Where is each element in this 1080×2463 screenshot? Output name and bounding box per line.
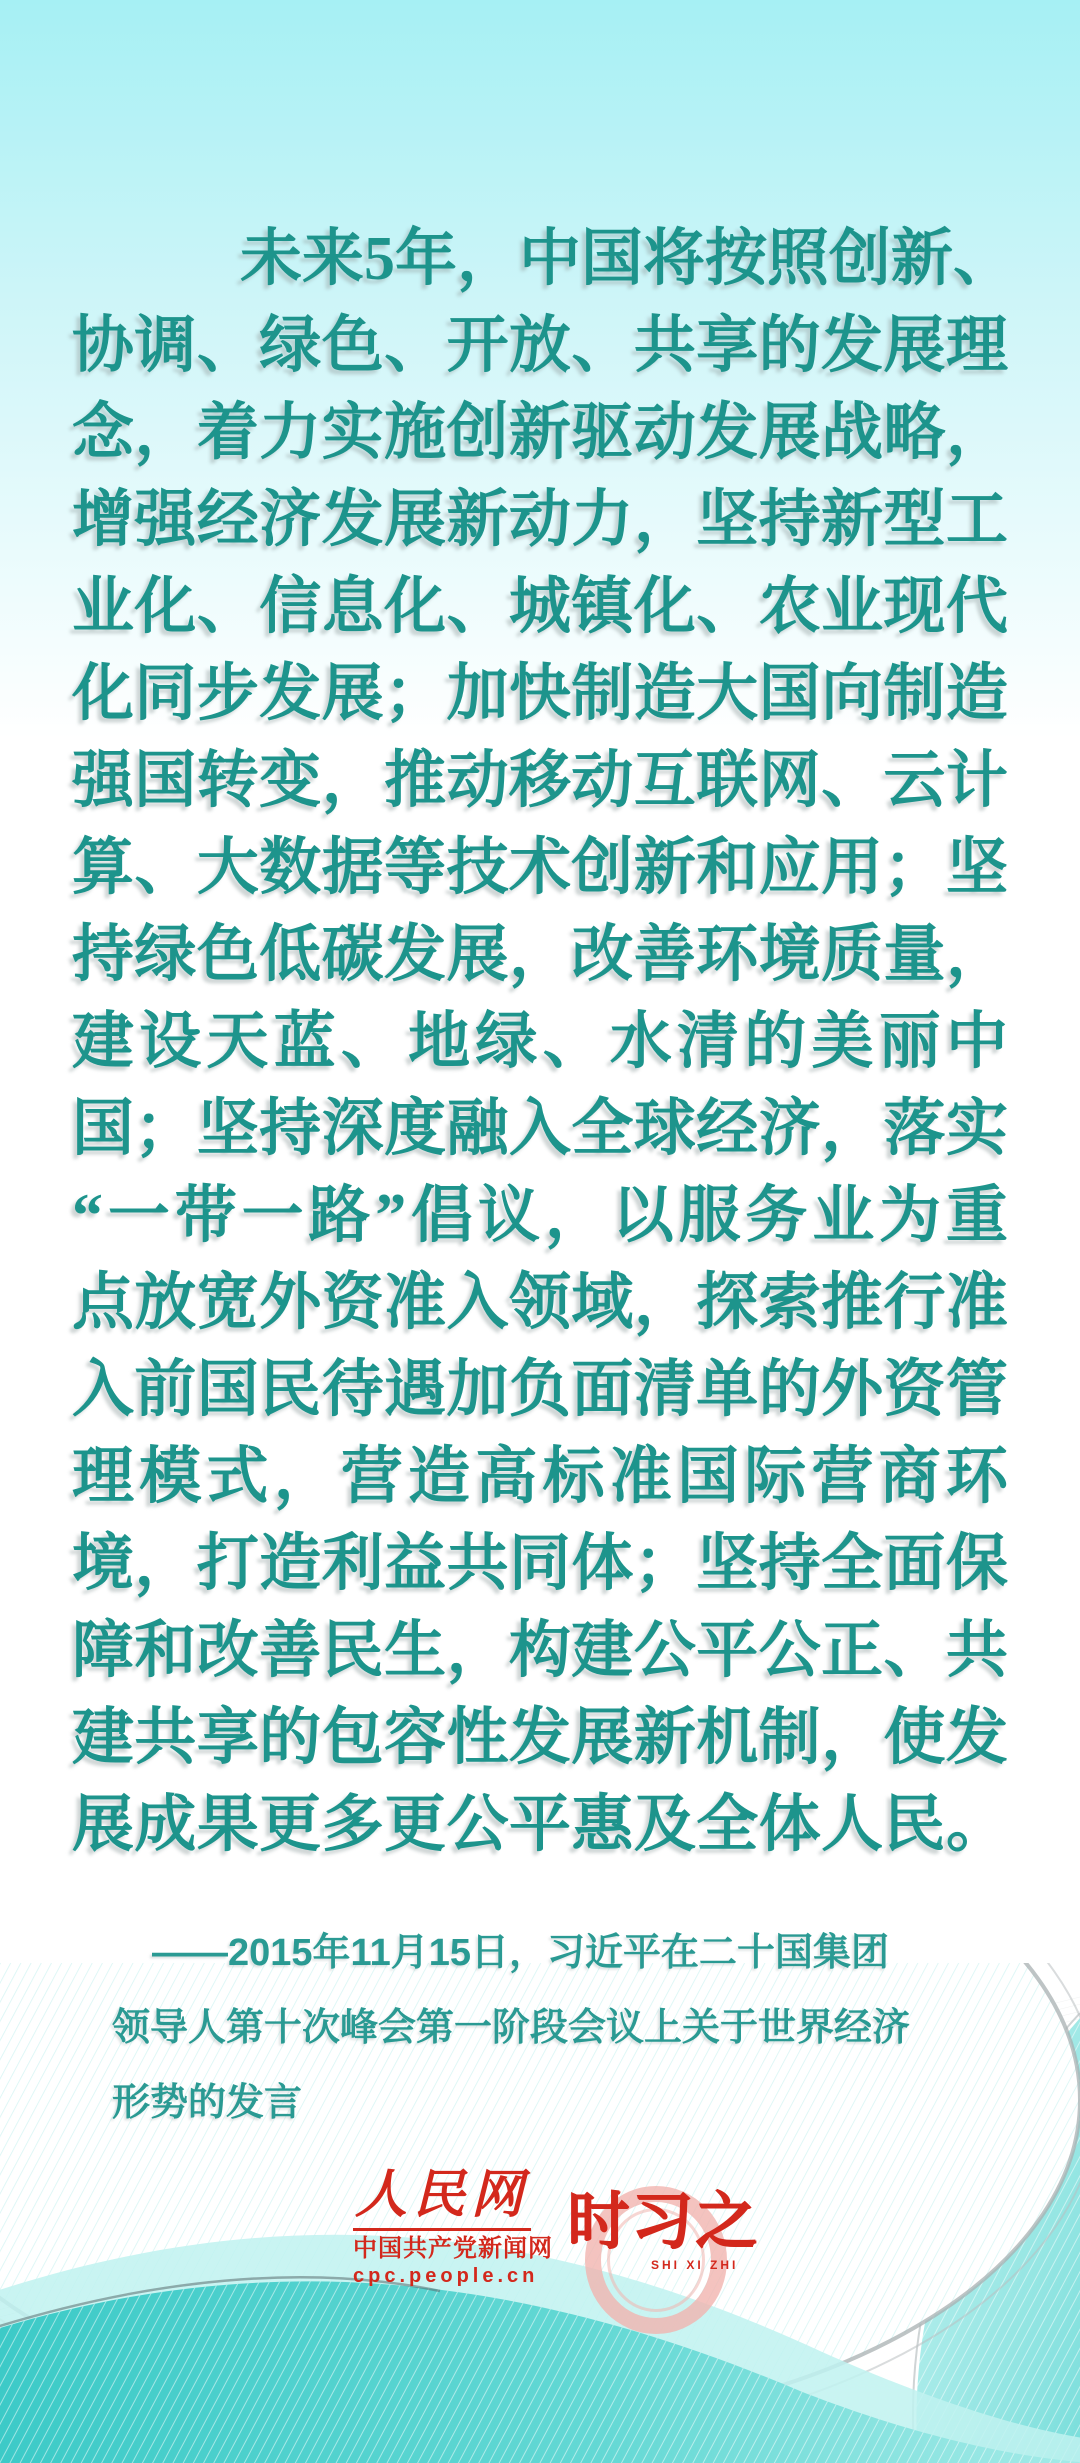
peoples-daily-site-label: 中国共产党新闻网 — [353, 2235, 553, 2262]
peoples-daily-url-label: cpc.people.cn — [353, 2265, 539, 2287]
quote-line: 境，打造利益共同体；坚持全面保 — [72, 1530, 1008, 1598]
quote-line: 入前国民待遇加负面清单的外资管 — [72, 1356, 1008, 1424]
peoples-daily-logo — [353, 2167, 553, 2288]
shixizhi-wordmark: 时习之 — [567, 2187, 760, 2256]
footer-logos — [0, 2168, 1080, 2328]
quote-line: 未来5年，中国将按照创新、 — [240, 225, 1016, 293]
quote-text-block — [72, 216, 1016, 1869]
quote-line: 念，着力实施创新驱动发展战略， — [72, 399, 1008, 467]
quote-line: 协调、绿色、开放、共享的发展理 — [72, 312, 1008, 380]
quote-line: 增强经济发展新动力，坚持新型工 — [72, 486, 1008, 554]
shixizhi-logo — [567, 2168, 760, 2328]
quote-line: 强国转变，推动移动互联网、云计 — [72, 747, 1008, 815]
quote-line: 业化、信息化、城镇化、农业现代 — [72, 573, 1008, 641]
quote-line: 国；坚持深度融入全球经济，落实 — [72, 1095, 1008, 1163]
quote-line: 持绿色低碳发展，改善环境质量， — [72, 921, 1008, 989]
shixizhi-latin-label: SHI XI ZHI — [651, 2258, 739, 2272]
attribution-block — [112, 1916, 992, 2141]
quote-line: 展成果更多更公平惠及全体人民。 — [72, 1791, 1008, 1859]
peoples-daily-wordmark: 人民网 — [354, 2167, 529, 2224]
quote-line: 算、大数据等技术创新和应用；坚 — [72, 834, 1008, 902]
attribution-line: 形势的发言 — [112, 2082, 303, 2124]
quote-line: 建共享的包容性发展新机制，使发 — [72, 1704, 1008, 1772]
quote-line: 理模式，营造高标准国际营商环 — [72, 1443, 1008, 1511]
attribution-line: ——2015年11月15日，习近平在二十国集团 — [152, 1932, 889, 1974]
quote-line: 化同步发展；加快制造大国向制造 — [72, 660, 1008, 728]
peoples-daily-divider — [353, 2228, 531, 2231]
attribution-line: 领导人第十次峰会第一阶段会议上关于世界经济 — [112, 2007, 911, 2049]
quote-line: 建设天蓝、地绿、水清的美丽中 — [72, 1008, 1008, 1076]
quote-line: 障和改善民生，构建公平公正、共 — [72, 1617, 1008, 1685]
quote-line: “一带一路”倡议，以服务业为重 — [72, 1182, 1008, 1250]
quote-line: 点放宽外资准入领域，探索推行准 — [72, 1269, 1008, 1337]
